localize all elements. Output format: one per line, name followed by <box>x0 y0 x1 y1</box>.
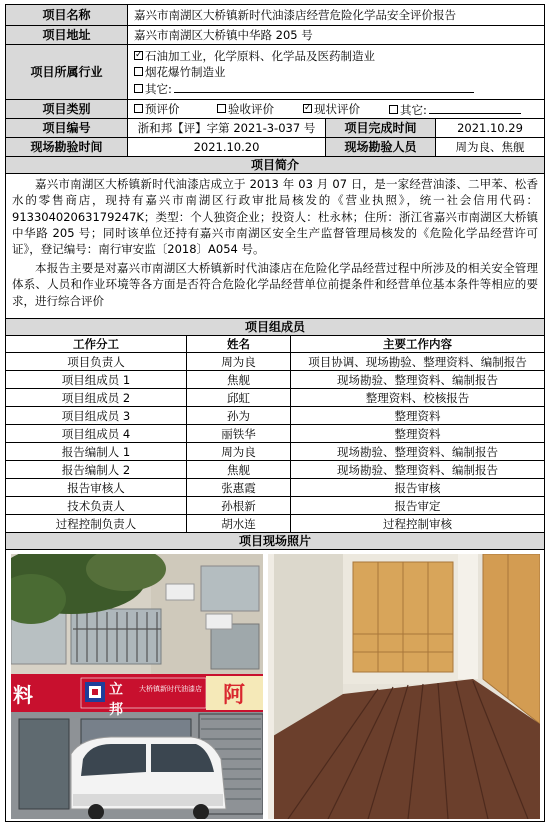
finish-time-label: 项目完成时间 <box>325 119 435 137</box>
member-name: 孙根新 <box>186 497 290 514</box>
type-option-acceptance[interactable] <box>217 102 303 116</box>
checkbox-icon <box>134 51 143 60</box>
type-option-other[interactable] <box>389 101 521 117</box>
table-row <box>6 515 544 533</box>
finish-time-value: 2021.10.29 <box>435 119 544 137</box>
member-role: 过程控制负责人 <box>55 516 137 531</box>
section-photos-header <box>6 533 544 550</box>
project-address-value: 嘉兴市南湖区大桥镇中华路 205 号 <box>127 26 544 44</box>
checkbox-icon <box>134 84 143 93</box>
intro-paragraph-1: 嘉兴市南湖区大桥镇新时代油漆店成立于 2013 年 03 月 07 日，是一家经营油漆、二甲苯、松香水的零售商店，现持有嘉兴市南湖区行政审批局核发的《营业执照》，统一社会信用代码：91330402063179247K；类型：个人独资企业；投资人：杜永林；住所：浙江省嘉兴市南湖区大桥镇中华路 205 号；同时该单位还持有嘉兴市南湖区安全生产监督管理局核发的《危险化学品经营许可证》，登记编号：南行审安监〔2018〕A054 号。 <box>12 177 538 257</box>
section-intro-header <box>6 157 544 174</box>
member-duty: 项目协调、现场勘验、整理资料、编制报告 <box>290 353 544 370</box>
member-role: 项目组成员 3 <box>61 408 131 423</box>
photos-title: 项目现场照片 <box>6 533 544 549</box>
member-role: 报告编制人 1 <box>61 444 131 459</box>
type-option-label: 现状评价 <box>314 102 360 116</box>
row-project-code <box>6 119 544 138</box>
member-role: 报告审核人 <box>67 480 125 495</box>
member-duty: 报告审核 <box>290 479 544 496</box>
column-header-role: 工作分工 <box>73 337 119 351</box>
survey-time-label: 现场勘验时间 <box>6 138 127 156</box>
evaluation-form <box>5 4 545 822</box>
intro-title: 项目简介 <box>6 157 544 173</box>
project-type-label: 项目类别 <box>6 100 127 118</box>
intro-paragraph-2: 本报告主要是对嘉兴市南湖区大桥镇新时代油漆店在危险化学品经营过程中所涉及的相关安全管理体系、人员和作业环境等各方面是否符合危险化学品经营单位前提条件和经营单位基本条件等相应的要求，进行综合评价 <box>12 261 538 308</box>
table-row <box>6 425 544 443</box>
table-row <box>6 353 544 371</box>
member-duty: 整理资料、校核报告 <box>290 389 544 406</box>
type-option-label: 预评价 <box>145 102 180 116</box>
project-address-label: 项目地址 <box>6 26 127 44</box>
member-duty: 整理资料 <box>290 407 544 424</box>
checkbox-icon <box>134 104 143 113</box>
row-project-type <box>6 100 544 119</box>
member-role: 项目组成员 1 <box>61 372 131 387</box>
member-role: 项目组成员 2 <box>61 390 131 405</box>
member-name: 周为良 <box>186 353 290 370</box>
member-role: 技术负责人 <box>67 498 125 513</box>
row-project-name <box>6 5 544 26</box>
member-role: 项目负责人 <box>67 354 125 369</box>
column-header-name: 姓名 <box>186 336 290 352</box>
member-name: 焦舰 <box>186 371 290 388</box>
column-header-duty: 主要工作内容 <box>290 336 544 352</box>
member-duty: 报告审定 <box>290 497 544 514</box>
survey-people-value: 周为良、焦舰 <box>435 138 544 156</box>
member-name: 周为良 <box>186 443 290 460</box>
sign-shop-text: 大桥镇新时代油漆店 <box>139 686 202 693</box>
type-option-current[interactable] <box>303 102 389 116</box>
industry-label: 项目所属行业 <box>6 45 127 99</box>
row-survey <box>6 138 544 157</box>
industry-option-label: 烟花爆竹制造业 <box>145 65 226 79</box>
photos-row <box>6 550 544 821</box>
table-row <box>6 371 544 389</box>
checkbox-icon <box>217 104 226 113</box>
row-project-address <box>6 26 544 45</box>
member-role: 报告编制人 2 <box>61 462 131 477</box>
other-blank-line <box>429 101 521 114</box>
table-row <box>6 479 544 497</box>
member-duty: 现场勘验、整理资料、编制报告 <box>290 461 544 478</box>
type-option-label: 其它: <box>400 103 427 117</box>
member-name: 焦舰 <box>186 461 290 478</box>
other-blank-line <box>174 80 474 93</box>
industry-option-chemical[interactable] <box>134 48 375 64</box>
checkbox-icon <box>134 67 143 76</box>
member-name: 邱虹 <box>186 389 290 406</box>
table-row <box>6 389 544 407</box>
industry-option-label: 其它: <box>145 82 172 96</box>
checkbox-icon <box>303 104 312 113</box>
member-name: 胡水连 <box>186 515 290 532</box>
member-duty: 现场勘验、整理资料、编制报告 <box>290 371 544 388</box>
table-row <box>6 497 544 515</box>
storefront-photo <box>11 554 263 819</box>
project-name-label: 项目名称 <box>6 5 127 25</box>
project-name-value: 嘉兴市南湖区大桥镇新时代油漆店经营危险化学品安全评价报告 <box>127 5 544 25</box>
interior-photo <box>268 554 540 819</box>
type-option-pre[interactable] <box>134 102 217 116</box>
table-row <box>6 461 544 479</box>
sign-brand-text: 立邦 <box>109 681 123 717</box>
row-industry <box>6 45 544 100</box>
member-duty: 现场勘验、整理资料、编制报告 <box>290 443 544 460</box>
project-type-options <box>127 100 544 118</box>
members-title: 项目组成员 <box>6 319 544 335</box>
industry-option-other[interactable] <box>134 80 474 96</box>
industry-option-label: 石油加工业，化学原料、化学品及医药制造业 <box>145 49 375 63</box>
member-name: 丽铁华 <box>186 425 290 442</box>
survey-people-label: 现场勘验人员 <box>325 138 435 156</box>
member-duty: 整理资料 <box>290 425 544 442</box>
survey-time-value: 2021.10.20 <box>127 138 325 156</box>
type-option-label: 验收评价 <box>228 102 274 116</box>
industry-option-fireworks[interactable] <box>134 64 226 80</box>
project-code-value: 浙和邦【评】字第 2021-3-037 号 <box>127 119 325 137</box>
intro-body <box>6 174 544 319</box>
checkbox-icon <box>389 105 398 114</box>
member-role: 项目组成员 4 <box>61 426 131 441</box>
member-name: 孙为 <box>186 407 290 424</box>
sign-left-text: 料 <box>13 685 33 707</box>
table-row <box>6 407 544 425</box>
sign-right-text: 阿 <box>223 682 246 707</box>
member-duty: 过程控制审核 <box>290 515 544 532</box>
project-code-label: 项目编号 <box>6 119 127 137</box>
members-table-header <box>6 336 544 353</box>
member-name: 张惠霞 <box>186 479 290 496</box>
section-members-header <box>6 319 544 336</box>
industry-options <box>127 45 544 99</box>
table-row <box>6 443 544 461</box>
